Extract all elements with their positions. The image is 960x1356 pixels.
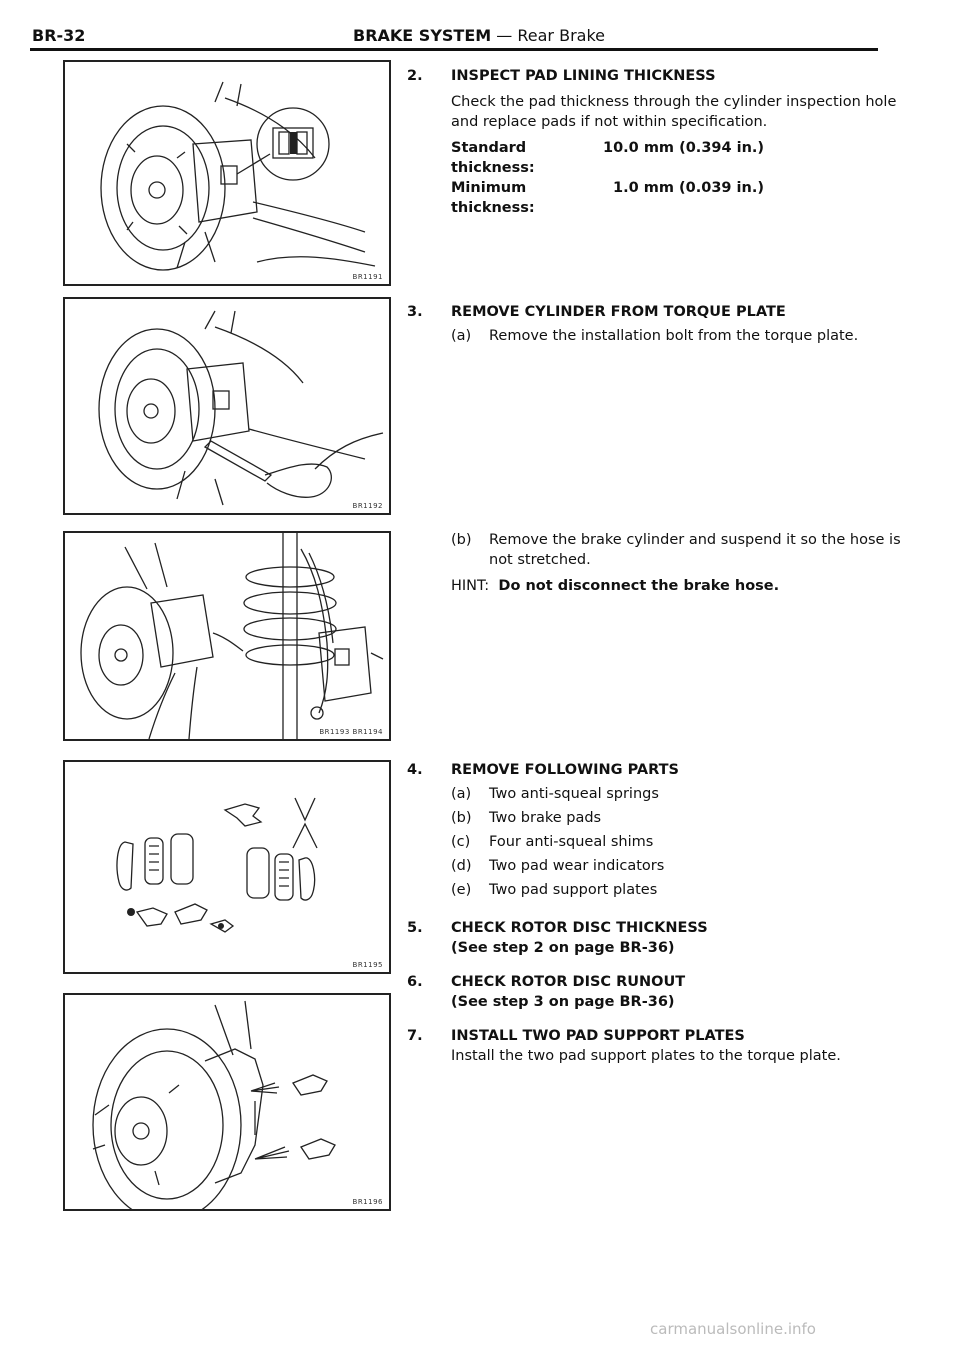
sub-text: Two anti-squeal springs	[489, 786, 659, 802]
spec-label: Minimum thickness:	[451, 180, 535, 216]
step-2-section	[407, 66, 907, 218]
sub-text: Four anti-squeal shims	[489, 834, 654, 850]
sub-label: (b)	[451, 810, 472, 826]
list-item	[407, 808, 907, 828]
step-5-reference: (See step 2 on page BR-36)	[451, 940, 675, 956]
watermark: carmanualsonline.info	[650, 1320, 816, 1338]
spec-value: 10.0 mm (0.394 in.)	[603, 140, 765, 156]
list-item	[407, 880, 907, 900]
step-title: CHECK ROTOR DISC THICKNESS	[451, 920, 708, 936]
step-title: INSTALL TWO PAD SUPPORT PLATES	[451, 1028, 745, 1044]
sub-label: (a)	[451, 328, 472, 344]
spec-value: 1.0 mm (0.039 in.)	[613, 180, 764, 196]
page-code: BR-32	[32, 26, 86, 45]
step-title: REMOVE CYLINDER FROM TORQUE PLATE	[451, 304, 786, 320]
page-header-title	[353, 26, 605, 45]
step-number: 5.	[407, 920, 423, 936]
step-2-heading	[407, 66, 907, 86]
sub-text: Two pad wear indicators	[489, 858, 665, 874]
figure-code: BR1193 BR1194	[319, 728, 383, 736]
step-3b	[407, 530, 907, 570]
figure-suspend-cylinder	[63, 531, 391, 741]
brake-assembly-illustration	[65, 62, 389, 284]
list-item	[407, 832, 907, 852]
step-5-section	[407, 918, 907, 958]
sub-text: Two pad support plates	[489, 882, 658, 898]
hint	[407, 576, 907, 596]
sub-label: (e)	[451, 882, 472, 898]
step-number: 4.	[407, 762, 423, 778]
sub-text: Remove the installation bolt from the torque plate.	[489, 328, 859, 344]
sub-text: Remove the brake cylinder and suspend it so the hose is not stretched.	[489, 532, 901, 568]
spec-label: Standard thickness:	[451, 140, 535, 176]
sub-label: (d)	[451, 858, 472, 874]
figure-parts-exploded	[63, 760, 391, 974]
list-item	[407, 784, 907, 804]
step-4-heading	[407, 760, 907, 780]
figure-code: BR1196	[352, 1198, 383, 1206]
step-number: 3.	[407, 304, 423, 320]
step-number: 6.	[407, 974, 423, 990]
sub-text: Two brake pads	[489, 810, 602, 826]
section-title: BRAKE SYSTEM	[353, 26, 492, 45]
step-6-section	[407, 972, 907, 1012]
figure-code: BR1192	[352, 502, 383, 510]
step-6-reference: (See step 3 on page BR-36)	[451, 994, 675, 1010]
header-rule	[30, 48, 878, 51]
step-3a	[407, 326, 907, 346]
step-3-heading	[407, 302, 907, 322]
sub-label: (b)	[451, 532, 472, 548]
step-5-heading	[407, 918, 907, 938]
step-2-body: Check the pad thickness through the cylinder inspection hole and replace pads if not within specification.	[451, 94, 897, 130]
step-number: 2.	[407, 68, 423, 84]
wrench-on-bolt-illustration	[65, 299, 389, 513]
support-plates-install-illustration	[65, 995, 389, 1209]
figure-remove-bolt	[63, 297, 391, 515]
spec-standard	[451, 138, 907, 178]
parts-list	[407, 784, 907, 900]
step-title: REMOVE FOLLOWING PARTS	[451, 762, 679, 778]
hint-label: HINT:	[451, 578, 490, 594]
step-3b-section	[407, 530, 907, 596]
sub-label: (a)	[451, 786, 472, 802]
step-number: 7.	[407, 1028, 423, 1044]
step-7-heading	[407, 1026, 907, 1046]
figure-code: BR1195	[352, 961, 383, 969]
step-7-section	[407, 1026, 907, 1066]
step-2-specs	[407, 138, 907, 218]
sub-label: (c)	[451, 834, 471, 850]
step-3-section	[407, 302, 907, 346]
figure-install-support-plates	[63, 993, 391, 1211]
figure-code: BR1191	[352, 273, 383, 281]
step-title: CHECK ROTOR DISC RUNOUT	[451, 974, 686, 990]
subsection-title: — Rear Brake	[496, 26, 605, 45]
step-6-heading	[407, 972, 907, 992]
brake-parts-illustration	[65, 762, 389, 972]
hint-text: Do not disconnect the brake hose.	[498, 578, 780, 594]
list-item	[407, 856, 907, 876]
spec-minimum	[451, 178, 907, 218]
step-7-body: Install the two pad support plates to the torque plate.	[451, 1048, 841, 1064]
figure-pad-inspection	[63, 60, 391, 286]
cylinder-suspended-illustration	[65, 533, 389, 739]
step-title: INSPECT PAD LINING THICKNESS	[451, 68, 716, 84]
step-4-section	[407, 760, 907, 900]
